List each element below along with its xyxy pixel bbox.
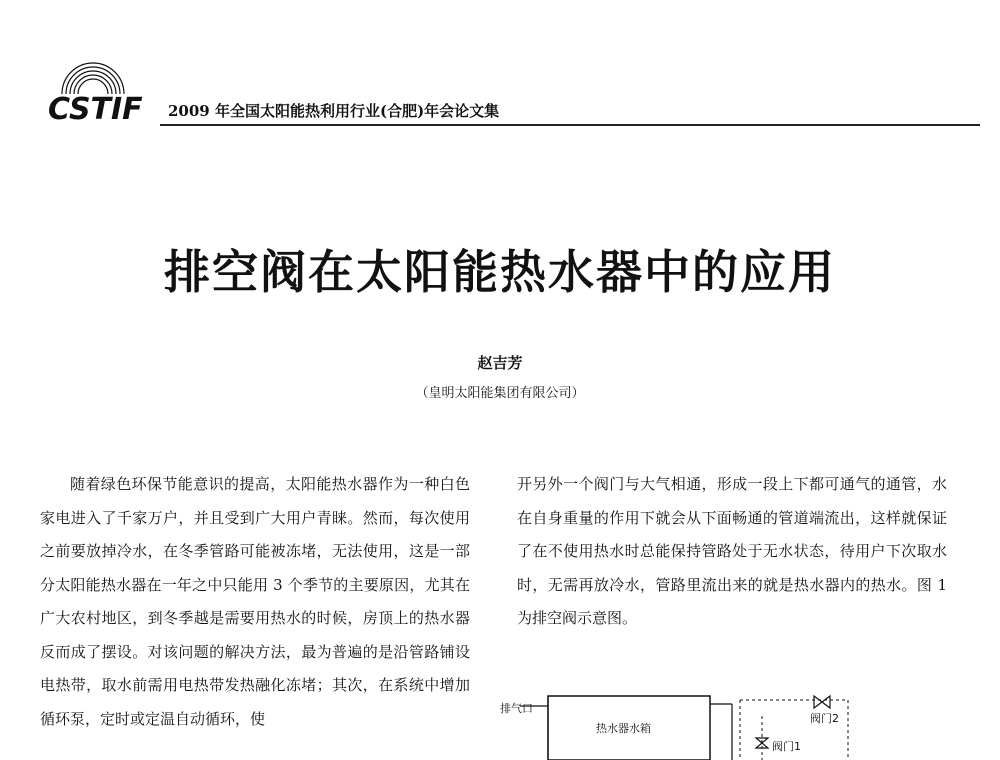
author-name: 赵吉芳 (477, 354, 523, 372)
body-column-left (40, 468, 470, 736)
author-affiliation: （皇明太阳能集团有限公司） (415, 386, 585, 401)
label-valve-2: 阀门2 (810, 712, 839, 725)
body-paragraph-right: 开另外一个阀门与大气相通，形成一段上下都可通气的通管，水在自身重量的作用下就会从下面畅通的管道端流出，这样就保证了在不使用热水时总能保持管路处于无水状态，待用户下次取水时，无需再放冷水，管路里流出来的就是热水器内的热水。图 1 为排空阀示意图。 (517, 475, 947, 627)
figure-1-diagram (500, 686, 1000, 760)
figure-1-lines (500, 686, 1000, 760)
label-valve-1: 阀门1 (772, 740, 801, 753)
logo-arcs-icon (58, 50, 128, 96)
header-rule (160, 124, 980, 126)
paper-title: 排空阀在太阳能热水器中的应用 (164, 245, 836, 299)
cstif-logo (48, 50, 158, 127)
logo-text: CSTIF (48, 92, 143, 127)
proceedings-title: 2009 年全国太阳能热利用行业(合肥)年会论文集 (168, 102, 500, 120)
body-column-right (517, 468, 947, 636)
label-vent: 排气口 (500, 702, 533, 715)
valve-2-icon (814, 696, 822, 708)
body-paragraph-left: 随着绿色环保节能意识的提高，太阳能热水器作为一种白色家电进入了千家万户，并且受到广大用户青睐。然而，每次使用之前要放掉冷水，在冬季管路可能被冻堵，无法使用，这是一部分太阳能热水器在一年之中只能用 3 个季节的主要原因，尤其在广大农村地区，到冬季越是需要用热水的时候，房顶上的热水器反而成了摆设。对该问题的解决方法，最为普遍的是沿管路铺设电热带，取水前需用电热带发热融化冻堵；其次，在系统中增加循环泵，定时或定温自动循环，使 (40, 475, 470, 728)
label-tank: 热水器水箱 (596, 722, 651, 735)
page-header (40, 50, 980, 128)
